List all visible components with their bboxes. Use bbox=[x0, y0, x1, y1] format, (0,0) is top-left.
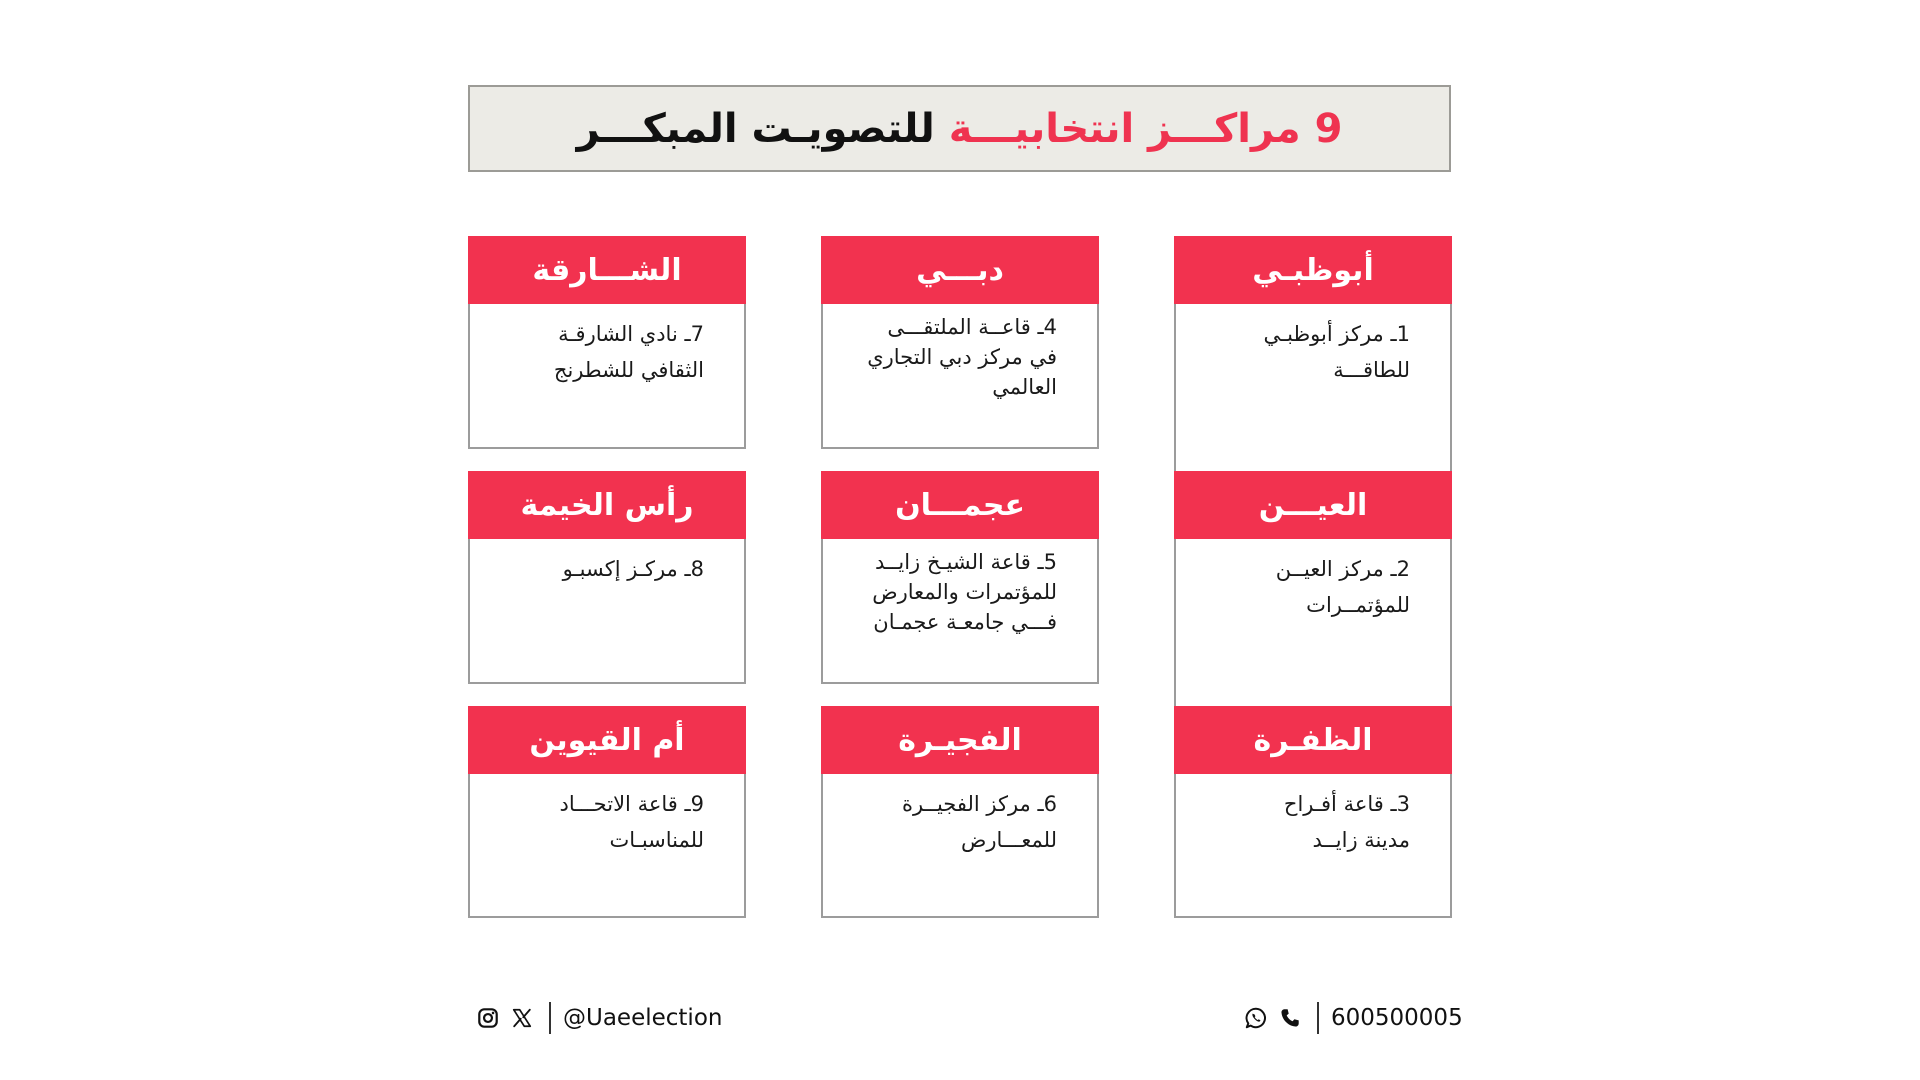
social-handle[interactable]: @Uaeelection bbox=[563, 1005, 723, 1031]
card-body bbox=[823, 304, 1097, 402]
card-header: عجمـــان bbox=[821, 471, 1099, 539]
x-icon[interactable] bbox=[509, 1005, 535, 1031]
card-body bbox=[823, 539, 1097, 637]
phone-icon[interactable] bbox=[1277, 1005, 1303, 1031]
card-fujairah bbox=[821, 706, 1099, 918]
card-body bbox=[470, 304, 744, 388]
center-name-line: للمناسبـات bbox=[609, 828, 704, 852]
card-umm-al-quwain bbox=[468, 706, 746, 918]
abu-dhabi-column bbox=[1174, 236, 1452, 918]
card-header: دبـــي bbox=[821, 236, 1099, 304]
center-name-line: 7ـ نادي الشارقـة bbox=[558, 322, 704, 346]
card-header: أبوظبـي bbox=[1174, 236, 1452, 304]
center-name-line: 8ـ مركـز إكسبـو bbox=[562, 557, 704, 581]
center-name-line: 3ـ قاعة أفـراح bbox=[1283, 792, 1410, 816]
center-name-line: العالمي bbox=[992, 375, 1057, 399]
center-name-line: مدينة زايــد bbox=[1312, 828, 1410, 852]
title-banner bbox=[468, 85, 1451, 172]
center-name-line: 5ـ قاعة الشيـخ زايــد bbox=[875, 550, 1057, 574]
center-name-line: 6ـ مركز الفجيــرة bbox=[902, 792, 1057, 816]
card-dubai bbox=[821, 236, 1099, 449]
card-header: الظفـرة bbox=[1174, 706, 1452, 774]
title-accent-text: 9 مراكـــز انتخابيـــة bbox=[948, 105, 1343, 152]
center-name-line: للمؤتمرات والمعارض bbox=[872, 580, 1057, 604]
card-header: العيـــن bbox=[1174, 471, 1452, 539]
footer-divider bbox=[549, 1002, 551, 1034]
card-body bbox=[1176, 539, 1450, 623]
card-abu-dhabi bbox=[1176, 236, 1450, 388]
footer-contact bbox=[1243, 998, 1463, 1038]
center-name-line: للمعـــارض bbox=[960, 828, 1057, 852]
instagram-icon[interactable] bbox=[475, 1005, 501, 1031]
card-header: أم القيوين bbox=[468, 706, 746, 774]
card-sharjah bbox=[468, 236, 746, 449]
center-name-line: 1ـ مركز أبوظبـي bbox=[1263, 322, 1410, 346]
footer-social bbox=[475, 998, 722, 1038]
center-name-line: فـــي جامعـة عجمـان bbox=[873, 610, 1057, 634]
title-dark-text: للتصويـت المبكـــر bbox=[576, 105, 935, 152]
card-body bbox=[470, 774, 744, 858]
center-name-line: 4ـ قاعــة الملتقـــى bbox=[887, 315, 1057, 339]
card-header: رأس الخيمة bbox=[468, 471, 746, 539]
center-name-line: الثقافي للشطرنج bbox=[553, 358, 704, 382]
center-name-line: 9ـ قاعة الاتحـــاد bbox=[559, 792, 704, 816]
card-al-dhafra bbox=[1176, 706, 1450, 858]
center-name-line: للطاقـــة bbox=[1333, 358, 1410, 382]
card-body bbox=[1176, 774, 1450, 858]
phone-number[interactable]: 600500005 bbox=[1331, 1005, 1463, 1031]
center-name-line: في مركز دبي التجاري bbox=[867, 345, 1057, 369]
center-name-line: 2ـ مركز العيــن bbox=[1275, 557, 1410, 581]
card-al-ain bbox=[1176, 471, 1450, 623]
card-ajman bbox=[821, 471, 1099, 684]
page-title bbox=[576, 105, 1343, 152]
card-body bbox=[1176, 304, 1450, 388]
card-body bbox=[823, 774, 1097, 858]
card-ras-al-khaimah bbox=[468, 471, 746, 684]
card-header: الفجيـرة bbox=[821, 706, 1099, 774]
card-body bbox=[470, 539, 744, 587]
whatsapp-icon[interactable] bbox=[1243, 1005, 1269, 1031]
card-header: الشـــارقة bbox=[468, 236, 746, 304]
footer-divider bbox=[1317, 1002, 1319, 1034]
center-name-line: للمؤتمــرات bbox=[1306, 593, 1410, 617]
